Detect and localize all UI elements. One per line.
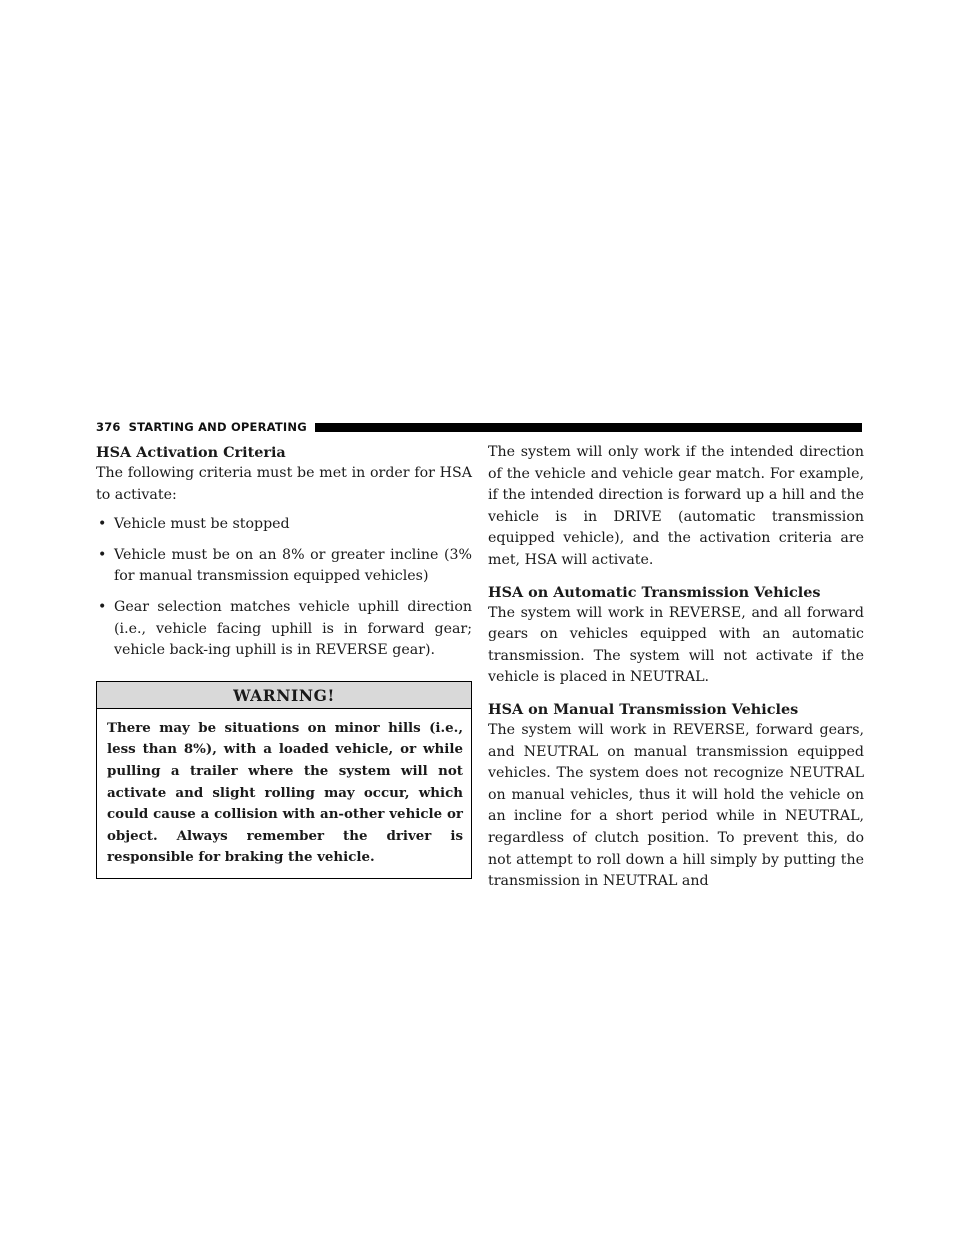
right-column bbox=[488, 442, 864, 893]
criteria-list bbox=[96, 514, 472, 662]
page-number: 376 bbox=[96, 420, 121, 434]
activation-criteria-heading: HSA Activation Criteria bbox=[96, 444, 286, 461]
manual-transmission-text: The system will work in REVERSE, forward gears, and NEUTRAL on manual transmission equipped vehicles. The system does not recognize NEUTRAL on manual vehicles, thus it will hold the vehicle on an incline for a short period while in NEUTRAL, regardless of clutch position. To prevent this, do not attempt to roll down a hill simply by putting the transmission in NEUTRAL and bbox=[488, 721, 864, 890]
bullet-icon: • bbox=[98, 546, 107, 563]
list-item-text: Vehicle must be on an 8% or greater incline (3% for manual transmission equipped vehicles) bbox=[114, 546, 472, 585]
section-title: STARTING AND OPERATING bbox=[128, 420, 307, 434]
page-header bbox=[96, 418, 862, 436]
warning-text: There may be situations on minor hills (i.e., less than 8%), with a loaded vehicle, or while pulling a trailer where the system will not activate and slight rolling may occur, which could cause a collision with an-other vehicle or object. Always remember the driver is responsible for braking the vehicle. bbox=[107, 719, 463, 866]
list-item bbox=[96, 545, 472, 588]
direction-paragraph: The system will only work if the intended direction of the vehicle and vehicle gear match. For example, if the intended direction is forward up a hill and the vehicle is in DRIVE (automatic transmission equipped vehicle), and the activation criteria are met, HSA will activate. bbox=[488, 444, 864, 568]
bullet-icon: • bbox=[98, 598, 107, 615]
list-item bbox=[96, 514, 472, 536]
list-item bbox=[96, 597, 472, 662]
warning-box bbox=[96, 681, 472, 879]
manual-transmission-heading: HSA on Manual Transmission Vehicles bbox=[488, 700, 799, 718]
bullet-icon: • bbox=[98, 516, 107, 533]
automatic-transmission-heading: HSA on Automatic Transmission Vehicles bbox=[488, 583, 821, 601]
warning-title: WARNING! bbox=[97, 682, 471, 709]
activation-criteria-intro: The following criteria must be met in order for HSA to activate: bbox=[96, 465, 472, 503]
automatic-transmission-text: The system will work in REVERSE, and all forward gears on vehicles equipped with an automatic transmission. The system will not activate if the vehicle is placed in NEUTRAL. bbox=[488, 604, 864, 686]
list-item-text: Gear selection matches vehicle uphill direction (i.e., vehicle facing uphill is in forward gear; vehicle back-ing uphill is in REVERSE gear). bbox=[114, 598, 472, 659]
header-rule bbox=[315, 423, 862, 432]
list-item-text: Vehicle must be stopped bbox=[114, 516, 290, 533]
left-column bbox=[96, 442, 472, 879]
